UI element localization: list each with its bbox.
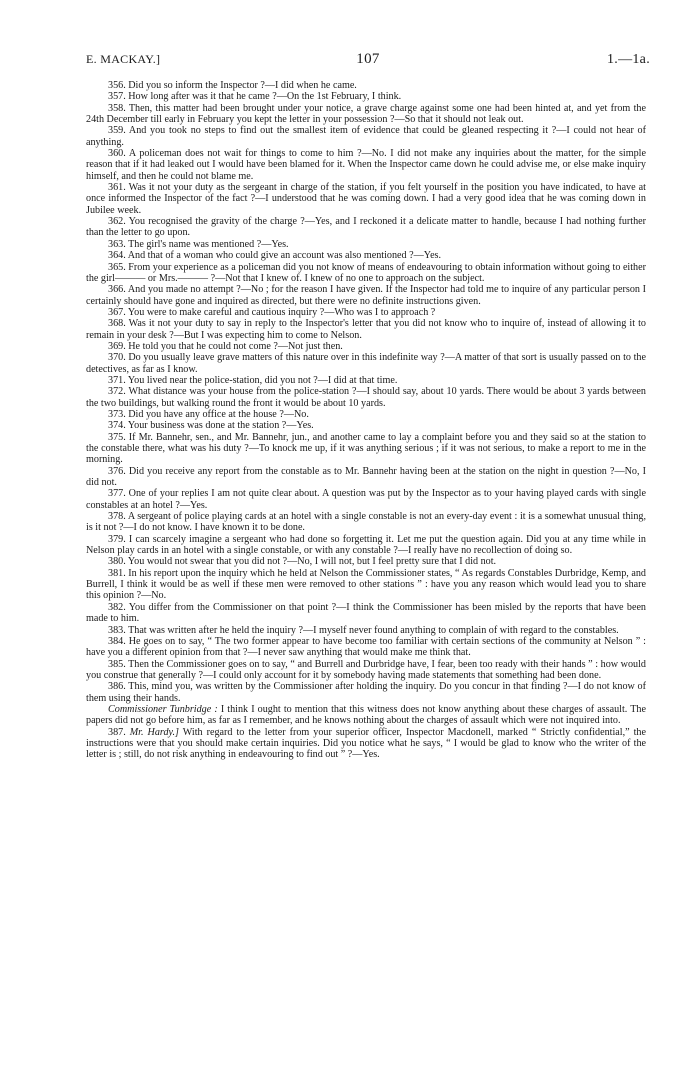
question-paragraph: 380. You would not swear that you did not ?—No, I will not, but I feel pretty sure that I did not. [108,556,497,568]
page-number: 107 [356,51,380,67]
question-paragraph: 360. A policeman does not wait for things to come to him ?—No. I did not make any inquiries about the matter, for the simple reason that if it had leaked out I would have been blamed for it. When the Inspector came down he could advise me, or else make inquiry himself, and then he could not blame me. [86,148,646,182]
question-paragraph: 375. If Mr. Bannehr, sen., and Mr. Bannehr, jun., and another came to lay a complaint before you and they said so at the station to the constable there, what was his duty ?—To knock me up, if it was anything serious ; if it was not serious, to make a report to me in the morning. [86,431,646,466]
transcript-body [86,80,646,761]
question-paragraph: 362. You recognised the gravity of the charge ?—Yes, and I reckoned it a delicate matter to handle, because I had nothing further than the letter to go upon. [86,216,646,239]
question-paragraph: 381. In his report upon the inquiry which he held at Nelson the Commissioner states, “ As regards Constables Durbridge, Kemp, and Burrell, I think it would be as well if these men were removed to other stations ” : have you any reason which would lead you to share this opinion ?—No. [86,567,646,602]
question-paragraph: 358. Then, this matter had been brought under your notice, a grave charge against some one had been hinted at, and yet from the 24th December till early in February you kept the letter in your possession ?—So that it should not leak out. [86,102,646,126]
question-paragraph: 382. You differ from the Commissioner on that point ?—I think the Commissioner has been misled by the reports that have been made to him. [86,601,646,625]
question-paragraph: 366. And you made no attempt ?—No ; for the reason I have given. If the Inspector had told me to inquire of any particular person I certainly should have gone and inquired as directed, but there were no definite instructions given. [86,284,646,307]
question-paragraph: 377. One of your replies I am not quite clear about. A question was put by the Inspector as to your having played cards with single constables at an hotel ?—Yes. [86,488,646,511]
question-number: 387. [108,726,130,738]
question-paragraph: 369. He told you that he could not come ?—Not just then. [108,340,343,352]
question-paragraph: 364. And that of a woman who could give an account was also mentioned ?—Yes. [108,250,442,262]
question-paragraph: 372. What distance was your house from the police-station ?—I should say, about 10 yards. There would be about 3 yards between the two buildings, but walking round the front it would be about 10 yards. [86,386,646,409]
question-paragraph: 374. Your business was done at the station ?—Yes. [108,420,314,432]
question-paragraph: 384. He goes on to say, “ The two former appear to have become too familiar with certain sections of the community at Nelson ” : have you a different opinion from that ?—I never saw anything that would make me think that. [86,635,646,659]
question-paragraph: 386. This, mind you, was written by the Commissioner after holding the inquiry. Do you concur in that finding ?—I do not know of them using their hands. [86,681,646,704]
questioner-name: Mr. Hardy.] [129,726,179,738]
commissioner-remark-text: I think I ought to mention that this witness does not know anything about these charges of assault. The papers did not go before him, as far as I remember, and he knows nothing about the charges of assault which were not inquired into. [86,703,646,727]
page-header [86,52,650,72]
question-paragraph: 376. Did you receive any report from the constable as to Mr. Bannehr having been at the station on the night in question ?—No, I did not. [86,465,646,489]
question-paragraph: 379. I can scarcely imagine a sergeant who had done so forgetting it. Let me put the question again. Did you at any time while in Nelson play cards in an hotel with a single constable, or with any constable ?—I really have no recollection of doing so. [86,533,646,557]
question-paragraph: 373. Did you have any office at the house ?—No. [108,408,309,420]
question-paragraph: 367. You were to make careful and cautious inquiry ?—Who was I to approach ? [108,306,436,318]
question-paragraph: 368. Was it not your duty to say in reply to the Inspector's letter that you did not know who to inquire of, instead of allowing it to remain in your desk ?—But I was expecting him to come to Nelson. [86,318,646,341]
question-paragraph: 356. Did you so inform the Inspector ?—I did when he came. [108,80,357,91]
question-paragraph: 363. The girl's name was mentioned ?—Yes. [108,238,289,250]
question-paragraph: 378. A sergeant of police playing cards at an hotel with a single constable is not an every-day event : it is a somewhat unusual thing, is it not ?—I do not know. I have known it to be done. [86,511,646,534]
header-witness-name: E. MACKAY.] [86,52,161,66]
commissioner-remark [86,704,646,727]
question-text: With regard to the letter from your superior officer, Inspector Macdonell, marked “ Strictly confidential,” the instructions were that you should make certain inquiries. Did you notice what he says, “ I would be glad to know who the writer of the letter is ; still, do not risk anything in endeavouring to find out ” ?—Yes. [86,726,646,761]
document-reference: 1.—1a. [606,52,650,67]
question-paragraph [86,727,646,761]
question-paragraph: 365. From your experience as a policeman did you not know of means of endeavouring to obtain information without going to either the girl——— or Mrs.——— ?—Not that I knew of. I knew of no one to approach on the subject. [86,261,646,284]
question-paragraph: 361. Was it not your duty as the sergeant in charge of the station, if you felt yourself in the position you have indicated, to have at once informed the Inspector of the fact ?—I understood that he was coming down. I had a very good idea that he was coming down in Jubilee week. [86,182,646,216]
question-paragraph: 385. Then the Commissioner goes on to say, “ and Burrell and Durbridge have, I fear, been too ready with their hands ” : how would you construe that generally ?—I could only account for it by somebody having made statements that something had been done. [86,658,646,681]
question-paragraph: 371. You lived near the police-station, did you not ?—I did at that time. [108,374,398,386]
commissioner-speaker: Commissioner Tunbridge : [108,703,218,715]
question-paragraph: 359. And you took no steps to find out the smallest item of evidence that could be gleaned respecting it ?—I could not hear of anything. [86,125,646,148]
question-paragraph: 357. How long after was it that he came ?—On the 1st February, I think. [108,91,402,103]
question-paragraph: 383. That was written after he held the inquiry ?—I myself never found anything to complain of with regard to the constables. [108,624,619,636]
question-paragraph: 370. Do you usually leave grave matters of this nature over in this indefinite way ?—A matter of that sort is usually passed on to the detectives, as far as I know. [86,352,646,375]
